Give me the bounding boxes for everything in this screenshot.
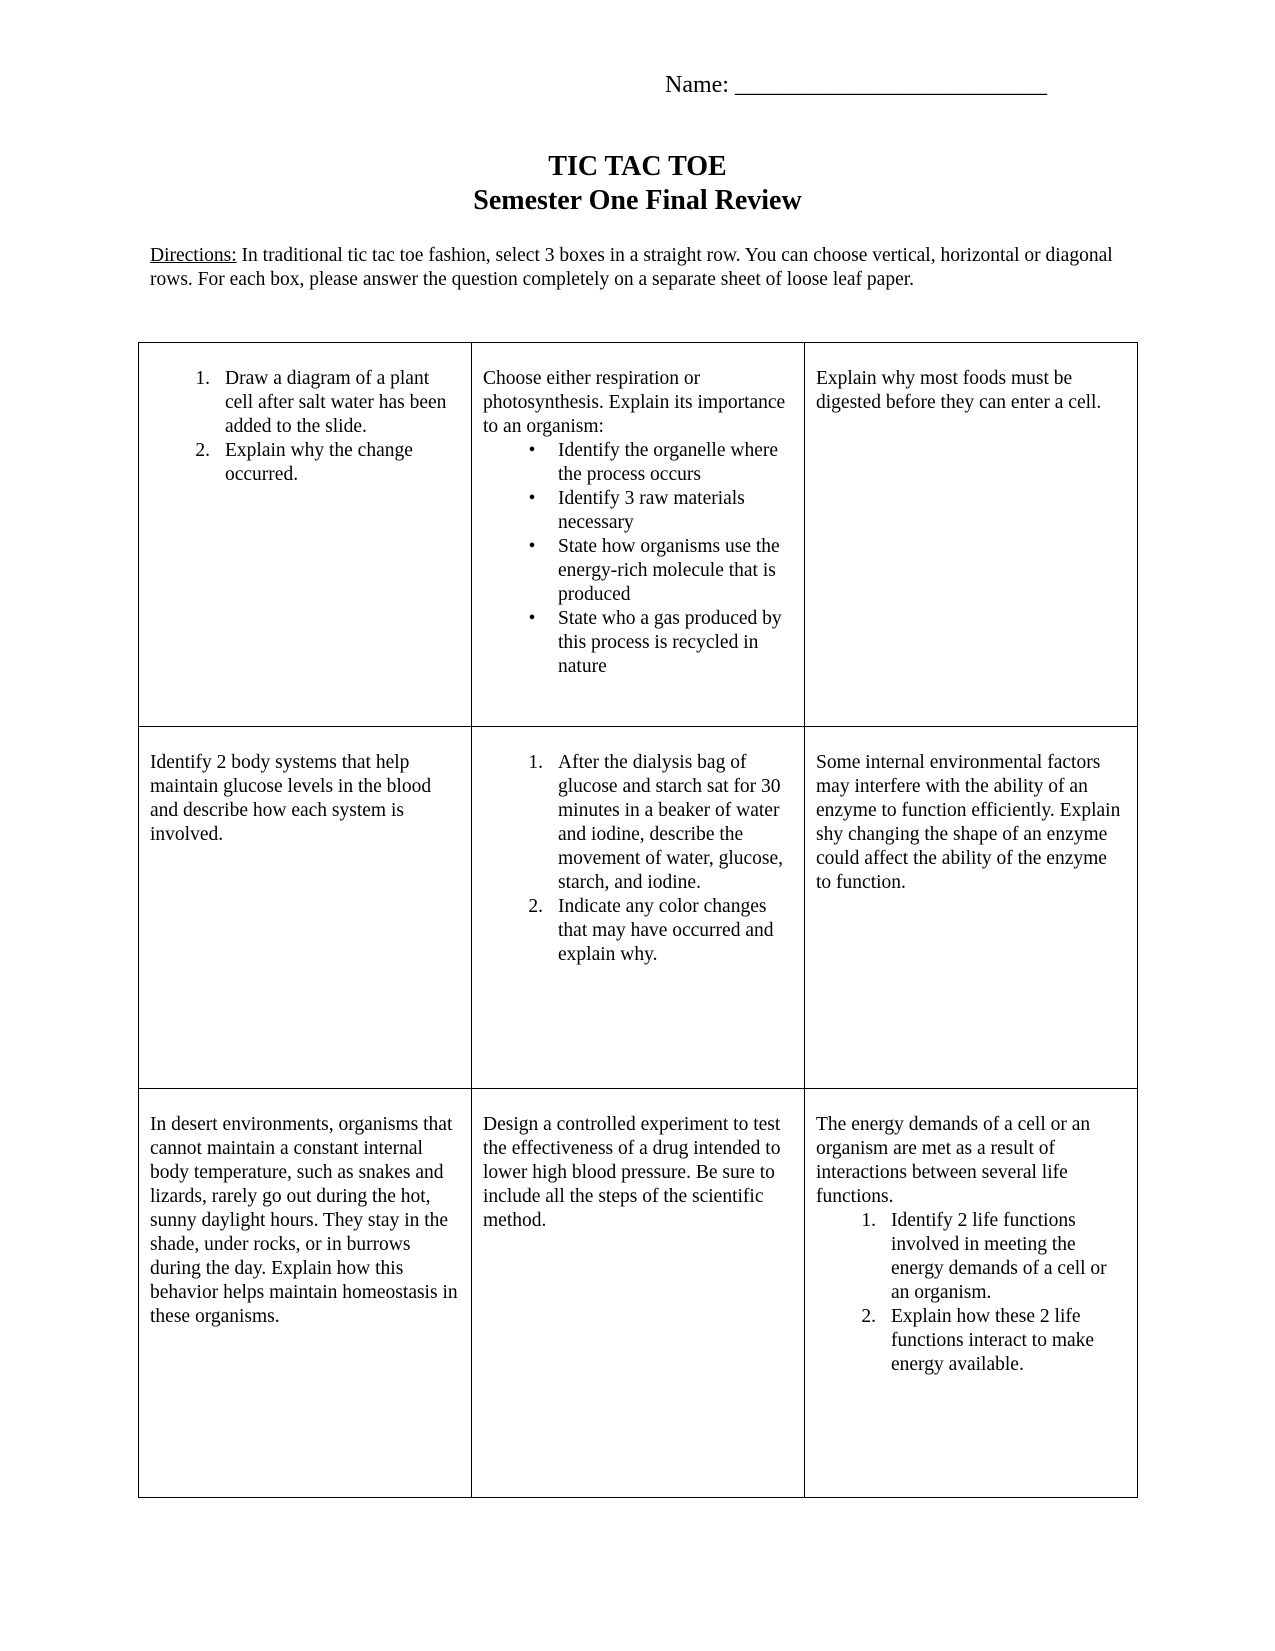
cell-text: Identify 2 body systems that help maintain glucose levels in the blood and describe how each system is involved. [150,752,432,845]
bullet-icon: • [528,488,536,509]
list-item [528,487,793,535]
board-cell-1-3 [805,343,1138,727]
item-number: 2. [195,440,210,461]
cell-intro: Choose either respiration or photosynthesis. Explain its importance to an organism: [483,368,786,437]
item-text: Identify the organelle where the process occurs [558,440,779,485]
item-number: 1. [195,368,210,389]
list-item [861,1209,1126,1305]
board-cell-2-1 [139,727,472,1089]
board-cell-2-2 [472,727,805,1089]
page-title [0,150,1275,218]
board-row-2 [139,727,1138,1089]
item-text: Identify 3 raw materials necessary [558,488,745,533]
item-text: State how organisms use the energy-rich molecule that is produced [558,536,780,605]
list-item [528,895,793,967]
bullet-icon: • [528,440,536,461]
item-text: State who a gas produced by this process is recycled in nature [558,608,782,677]
cell-intro: The energy demands of a cell or an organism are met as a result of interactions between several life functions. [816,1114,1091,1207]
list-item [195,439,460,487]
item-number: 2. [861,1306,876,1327]
bullet-list [483,439,793,679]
name-blank-line: __________________________ [734,72,1047,98]
board-cell-2-3 [805,727,1138,1089]
bullet-icon: • [528,536,536,557]
board-row-3 [139,1089,1138,1498]
board-cell-3-3 [805,1089,1138,1498]
item-number: 2. [528,896,543,917]
list-item [861,1305,1126,1377]
item-text: Explain why the change occurred. [225,440,413,485]
numbered-list [483,751,793,967]
directions-text: In traditional tic tac toe fashion, select 3 boxes in a straight row. You can choose vertical, horizontal or diagonal rows. For each box, please answer the question completely on a separate sheet of loose leaf paper. [150,245,1113,290]
title-line-1: TIC TAC TOE [548,151,727,182]
bullet-icon: • [528,608,536,629]
list-item [528,607,793,679]
directions-label: Directions: [150,245,237,266]
title-line-2: Semester One Final Review [473,185,802,216]
list-item [528,535,793,607]
list-item [195,367,460,439]
name-field [665,72,1047,99]
tic-tac-toe-board [138,342,1138,1498]
board-cell-1-2 [472,343,805,727]
item-text: Draw a diagram of a plant cell after salt water has been added to the slide. [225,368,447,437]
numbered-list [150,367,460,487]
item-number: 1. [861,1210,876,1231]
board-row-1 [139,343,1138,727]
cell-text: Some internal environmental factors may interfere with the ability of an enzyme to function efficiently. Explain shy changing the shape of an enzyme could affect the ability of the enzyme to function. [816,752,1121,893]
item-number: 1. [528,752,543,773]
board-cell-3-2 [472,1089,805,1498]
item-text: Identify 2 life functions involved in meeting the energy demands of a cell or an organism. [891,1210,1107,1303]
directions [150,244,1150,292]
board-cell-1-1 [139,343,472,727]
board-cell-3-1 [139,1089,472,1498]
list-item [528,439,793,487]
numbered-list [816,1209,1126,1377]
name-label: Name: [665,72,735,98]
item-text: After the dialysis bag of glucose and starch sat for 30 minutes in a beaker of water and iodine, describe the movement of water, glucose, starch, and iodine. [558,752,784,893]
cell-text: In desert environments, organisms that cannot maintain a constant internal body temperature, such as snakes and lizards, rarely go out during the hot, sunny daylight hours. They stay in the shade, under rocks, or in burrows during the day. Explain how this behavior helps maintain homeostasis in these organisms. [150,1114,458,1327]
item-text: Indicate any color changes that may have occurred and explain why. [558,896,774,965]
item-text: Explain how these 2 life functions interact to make energy available. [891,1306,1095,1375]
cell-text: Explain why most foods must be digested before they can enter a cell. [816,368,1102,413]
list-item [528,751,793,895]
cell-text: Design a controlled experiment to test the effectiveness of a drug intended to lower high blood pressure. Be sure to include all the steps of the scientific method. [483,1114,781,1231]
